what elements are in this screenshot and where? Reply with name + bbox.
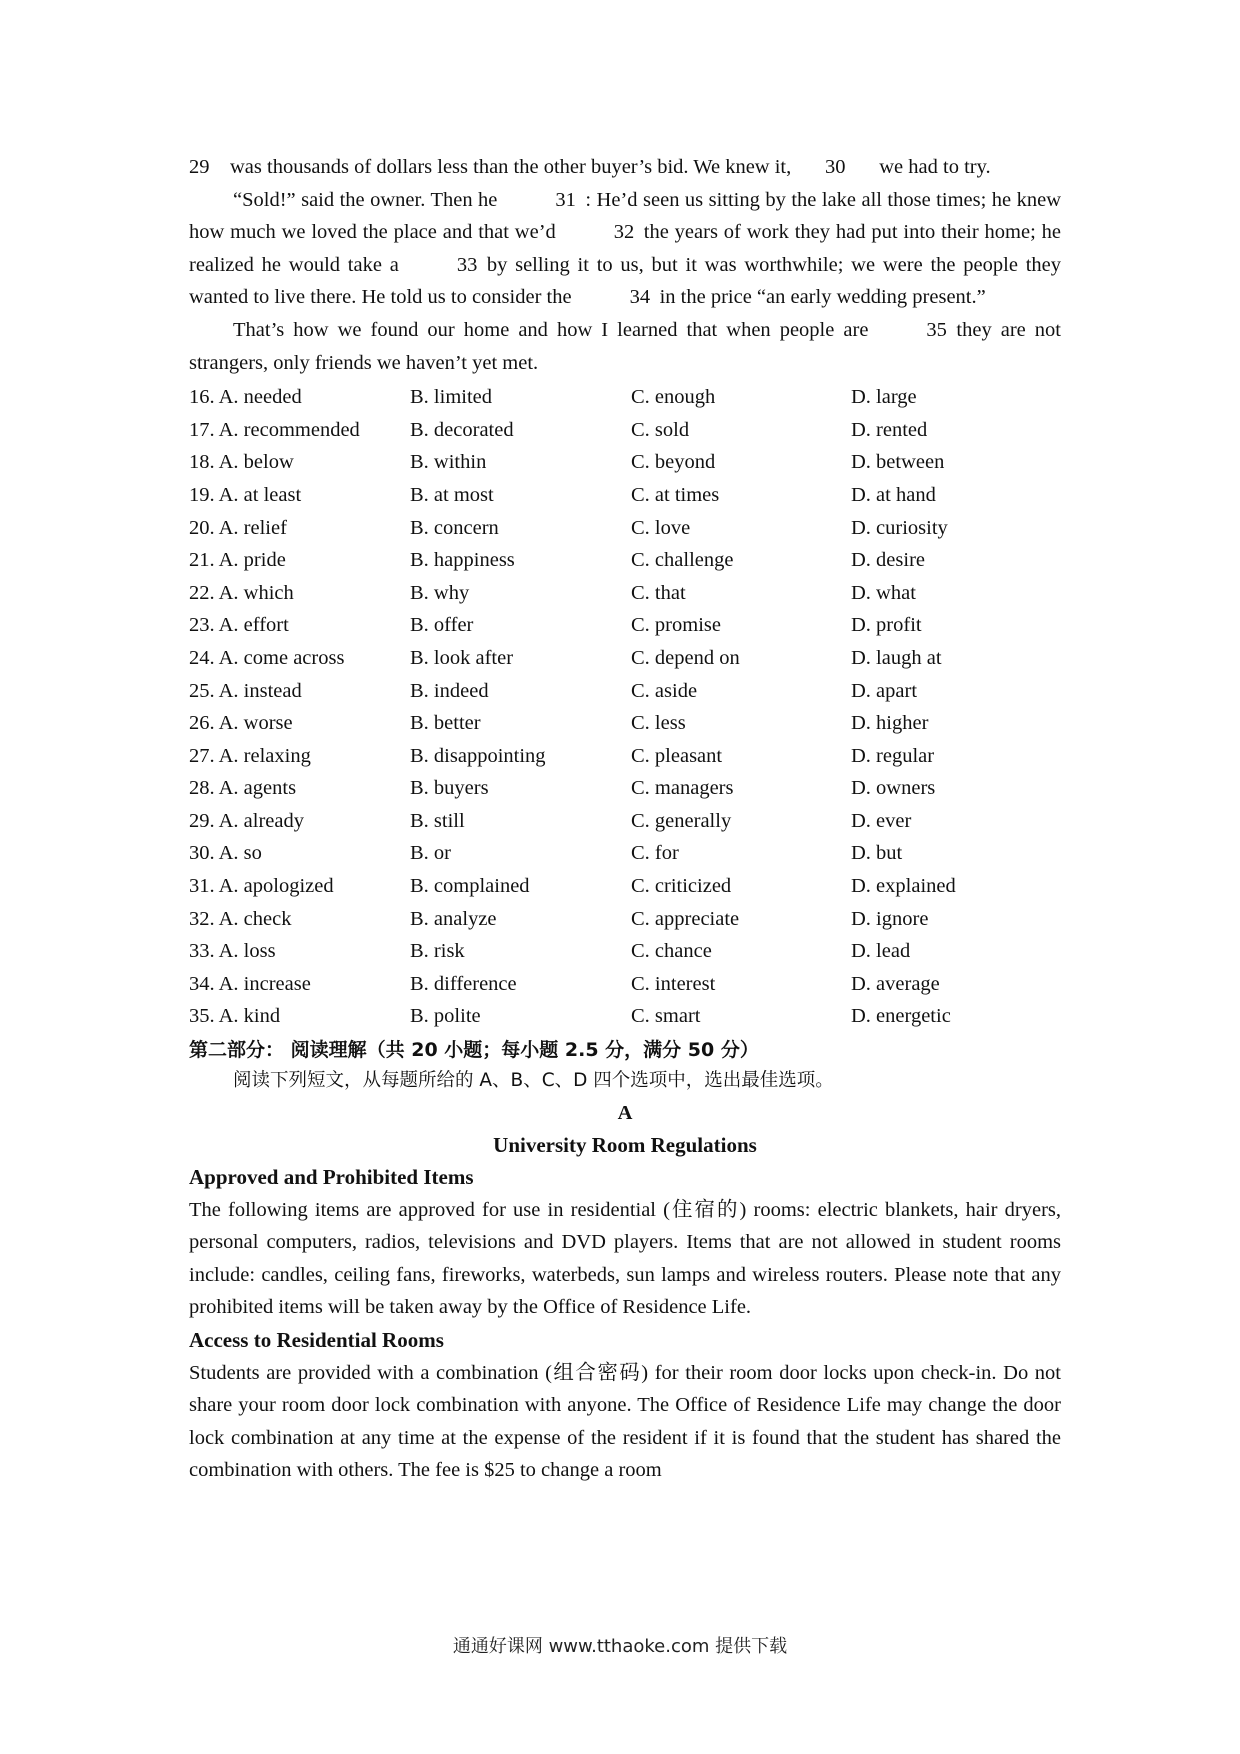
option-d: D. regular — [851, 744, 935, 767]
option-d: D. but — [851, 842, 903, 865]
option-a: 30. A. so — [189, 842, 262, 865]
option-a: 24. A. come across — [189, 646, 345, 669]
option-c: C. that — [631, 581, 686, 604]
option-a: 27. A. relaxing — [189, 744, 311, 767]
option-row — [189, 609, 1061, 642]
option-c: C. criticized — [631, 875, 732, 898]
option-c: C. appreciate — [631, 907, 740, 930]
option-a: 29. A. already — [189, 809, 304, 832]
option-a: 33. A. loss — [189, 940, 276, 963]
option-b: B. analyze — [410, 907, 497, 930]
option-b: B. buyers — [410, 777, 489, 800]
passage-text: : He’d seen us sitting by the lake all those times; he knew how much we loved the place and that we’d — [189, 188, 1061, 244]
option-row — [189, 446, 1061, 479]
option-d: D. owners — [851, 777, 936, 800]
option-c: C. depend on — [631, 646, 740, 669]
option-b: B. better — [410, 712, 481, 735]
option-d: D. ignore — [851, 907, 929, 930]
option-c: C. pleasant — [631, 744, 723, 767]
option-row — [189, 968, 1061, 1001]
option-row — [189, 805, 1061, 838]
option-b: B. happiness — [410, 549, 515, 572]
option-d: D. curiosity — [851, 516, 948, 539]
options-table — [189, 381, 1061, 1033]
blank-31: 31 — [555, 188, 576, 211]
option-d: D. profit — [851, 614, 922, 637]
option-d: D. at hand — [851, 483, 936, 506]
option-a: 18. A. below — [189, 451, 294, 474]
option-d: D. energetic — [851, 1005, 951, 1028]
option-c: C. challenge — [631, 549, 734, 572]
option-a: 19. A. at least — [189, 483, 302, 506]
option-d: D. higher — [851, 712, 929, 735]
option-b: B. or — [410, 842, 451, 865]
blank-33: 33 — [456, 253, 478, 276]
option-d: D. large — [851, 386, 917, 409]
option-row — [189, 479, 1061, 512]
option-b: B. offer — [410, 614, 474, 637]
option-a: 31. A. apologized — [189, 875, 334, 898]
option-b: B. indeed — [410, 679, 489, 702]
option-c: C. enough — [631, 386, 716, 409]
option-d: D. lead — [851, 940, 911, 963]
option-a: 34. A. increase — [189, 972, 311, 995]
subheading-access: Access to Residential Rooms — [189, 1328, 444, 1352]
option-b: B. decorated — [410, 418, 514, 441]
option-b: B. concern — [410, 516, 499, 539]
blank-30: 30 — [825, 156, 846, 178]
passage-text: was thousands of dollars less than the other buyer’s bid. We knew it, — [230, 156, 792, 178]
blank-32: 32 — [613, 221, 635, 244]
option-b: B. still — [410, 809, 465, 832]
passage-text: they are not strangers, only friends we haven’t yet met. — [189, 318, 1061, 374]
passage-text: “Sold!” said the owner. Then he — [233, 188, 498, 211]
option-row — [189, 935, 1061, 968]
option-row — [189, 381, 1061, 414]
passage-paragraph-1 — [189, 151, 1061, 184]
option-row — [189, 544, 1061, 577]
page-footer: 通通好课网 www.tthaoke.com 提供下载 — [452, 1636, 788, 1657]
passage-paragraph-2 — [189, 184, 1061, 314]
option-row — [189, 707, 1061, 740]
option-a: 16. A. needed — [189, 386, 302, 409]
section-heading: 第二部分： 阅读理解（共 20 小题；每小题 2.5 分，满分 50 分） — [189, 1039, 759, 1062]
option-c: C. less — [631, 712, 686, 735]
option-a: 26. A. worse — [189, 712, 293, 735]
option-row — [189, 870, 1061, 903]
section-instruction: 阅读下列短文，从每题所给的 A、B、C、D 四个选项中，选出最佳选项。 — [233, 1070, 834, 1092]
option-row — [189, 903, 1061, 936]
passage-text: the years of work they had put into their home; he realized he would take a — [189, 221, 1062, 276]
option-row — [189, 1000, 1061, 1033]
option-c: C. interest — [631, 972, 716, 995]
option-c: C. love — [631, 516, 691, 539]
option-c: C. aside — [631, 679, 698, 702]
option-row — [189, 740, 1061, 773]
option-c: C. sold — [631, 418, 690, 441]
option-row — [189, 577, 1061, 610]
option-a: 32. A. check — [189, 907, 292, 930]
option-d: D. what — [851, 581, 916, 604]
option-c: C. managers — [631, 777, 734, 800]
option-c: C. for — [631, 842, 679, 865]
option-a: 20. A. relief — [189, 516, 287, 539]
option-d: D. explained — [851, 875, 956, 898]
passage-text: That’s how we found our home and how I learned that when people are — [233, 318, 869, 341]
option-a: 23. A. effort — [189, 614, 289, 637]
blank-34: 34 — [629, 286, 651, 309]
option-b: B. at most — [410, 483, 494, 506]
option-d: D. rented — [851, 418, 928, 441]
article-paragraph-1: The following items are approved for use in residential (住宿的) rooms: electric blankets, hair dryers, personal computers, radios, televisions and DVD players. Items that are not allowed in student rooms include: candles, ceiling fans, fireworks, waterbeds, sun lamps and wireless routers. Please note that any prohibited items will be taken away by the Office of Residence Life. — [189, 1198, 1061, 1319]
option-row — [189, 837, 1061, 870]
article-letter: A — [617, 1102, 633, 1125]
option-d: D. desire — [851, 549, 926, 572]
blank-35: 35 — [926, 318, 947, 341]
option-b: B. within — [410, 451, 487, 474]
blank-29: 29 — [189, 156, 210, 178]
option-b: B. polite — [410, 1005, 481, 1028]
option-row — [189, 675, 1061, 708]
option-a: 21. A. pride — [189, 549, 286, 572]
option-b: B. look after — [410, 646, 514, 669]
passage-text: we had to try. — [879, 156, 991, 178]
option-a: 25. A. instead — [189, 679, 302, 702]
option-d: D. laugh at — [851, 646, 942, 669]
option-c: C. generally — [631, 809, 732, 832]
option-c: C. chance — [631, 940, 712, 963]
option-row — [189, 772, 1061, 805]
option-b: B. disappointing — [410, 744, 546, 767]
passage-paragraph-3 — [189, 314, 1061, 379]
option-c: C. promise — [631, 614, 721, 637]
article-title: University Room Regulations — [493, 1133, 757, 1158]
exam-page — [189, 151, 1061, 1487]
option-d: D. apart — [851, 679, 918, 702]
option-d: D. ever — [851, 809, 912, 832]
option-b: B. difference — [410, 972, 517, 995]
option-c: C. smart — [631, 1005, 701, 1028]
article-paragraph-2: Students are provided with a combination (组合密码) for their room door locks upon check-in. Do not share your room door lock combination with anyone. The Office of Residence Life may change the door lock combination at any time at the expense of the resident if it is found that the student has shared the combination with others. The fee is $25 to change a room — [189, 1361, 1061, 1482]
option-a: 35. A. kind — [189, 1005, 281, 1028]
option-b: B. why — [410, 581, 470, 604]
option-row — [189, 512, 1061, 545]
option-a: 17. A. recommended — [189, 418, 360, 441]
option-d: D. between — [851, 451, 945, 474]
subheading-approved-items: Approved and Prohibited Items — [189, 1165, 474, 1190]
passage-text: in the price “an early wedding present.” — [659, 286, 986, 309]
option-d: D. average — [851, 972, 940, 995]
option-c: C. beyond — [631, 451, 716, 474]
option-a: 28. A. agents — [189, 777, 297, 800]
option-row — [189, 642, 1061, 675]
option-row — [189, 414, 1061, 447]
option-b: B. risk — [410, 940, 465, 963]
option-a: 22. A. which — [189, 581, 294, 604]
option-c: C. at times — [631, 483, 720, 506]
option-b: B. limited — [410, 386, 492, 409]
passage-text: by selling it to us, but it was worthwhile; we were the people they wanted to live there. He told us to consider the — [189, 253, 1061, 309]
option-b: B. complained — [410, 875, 530, 898]
